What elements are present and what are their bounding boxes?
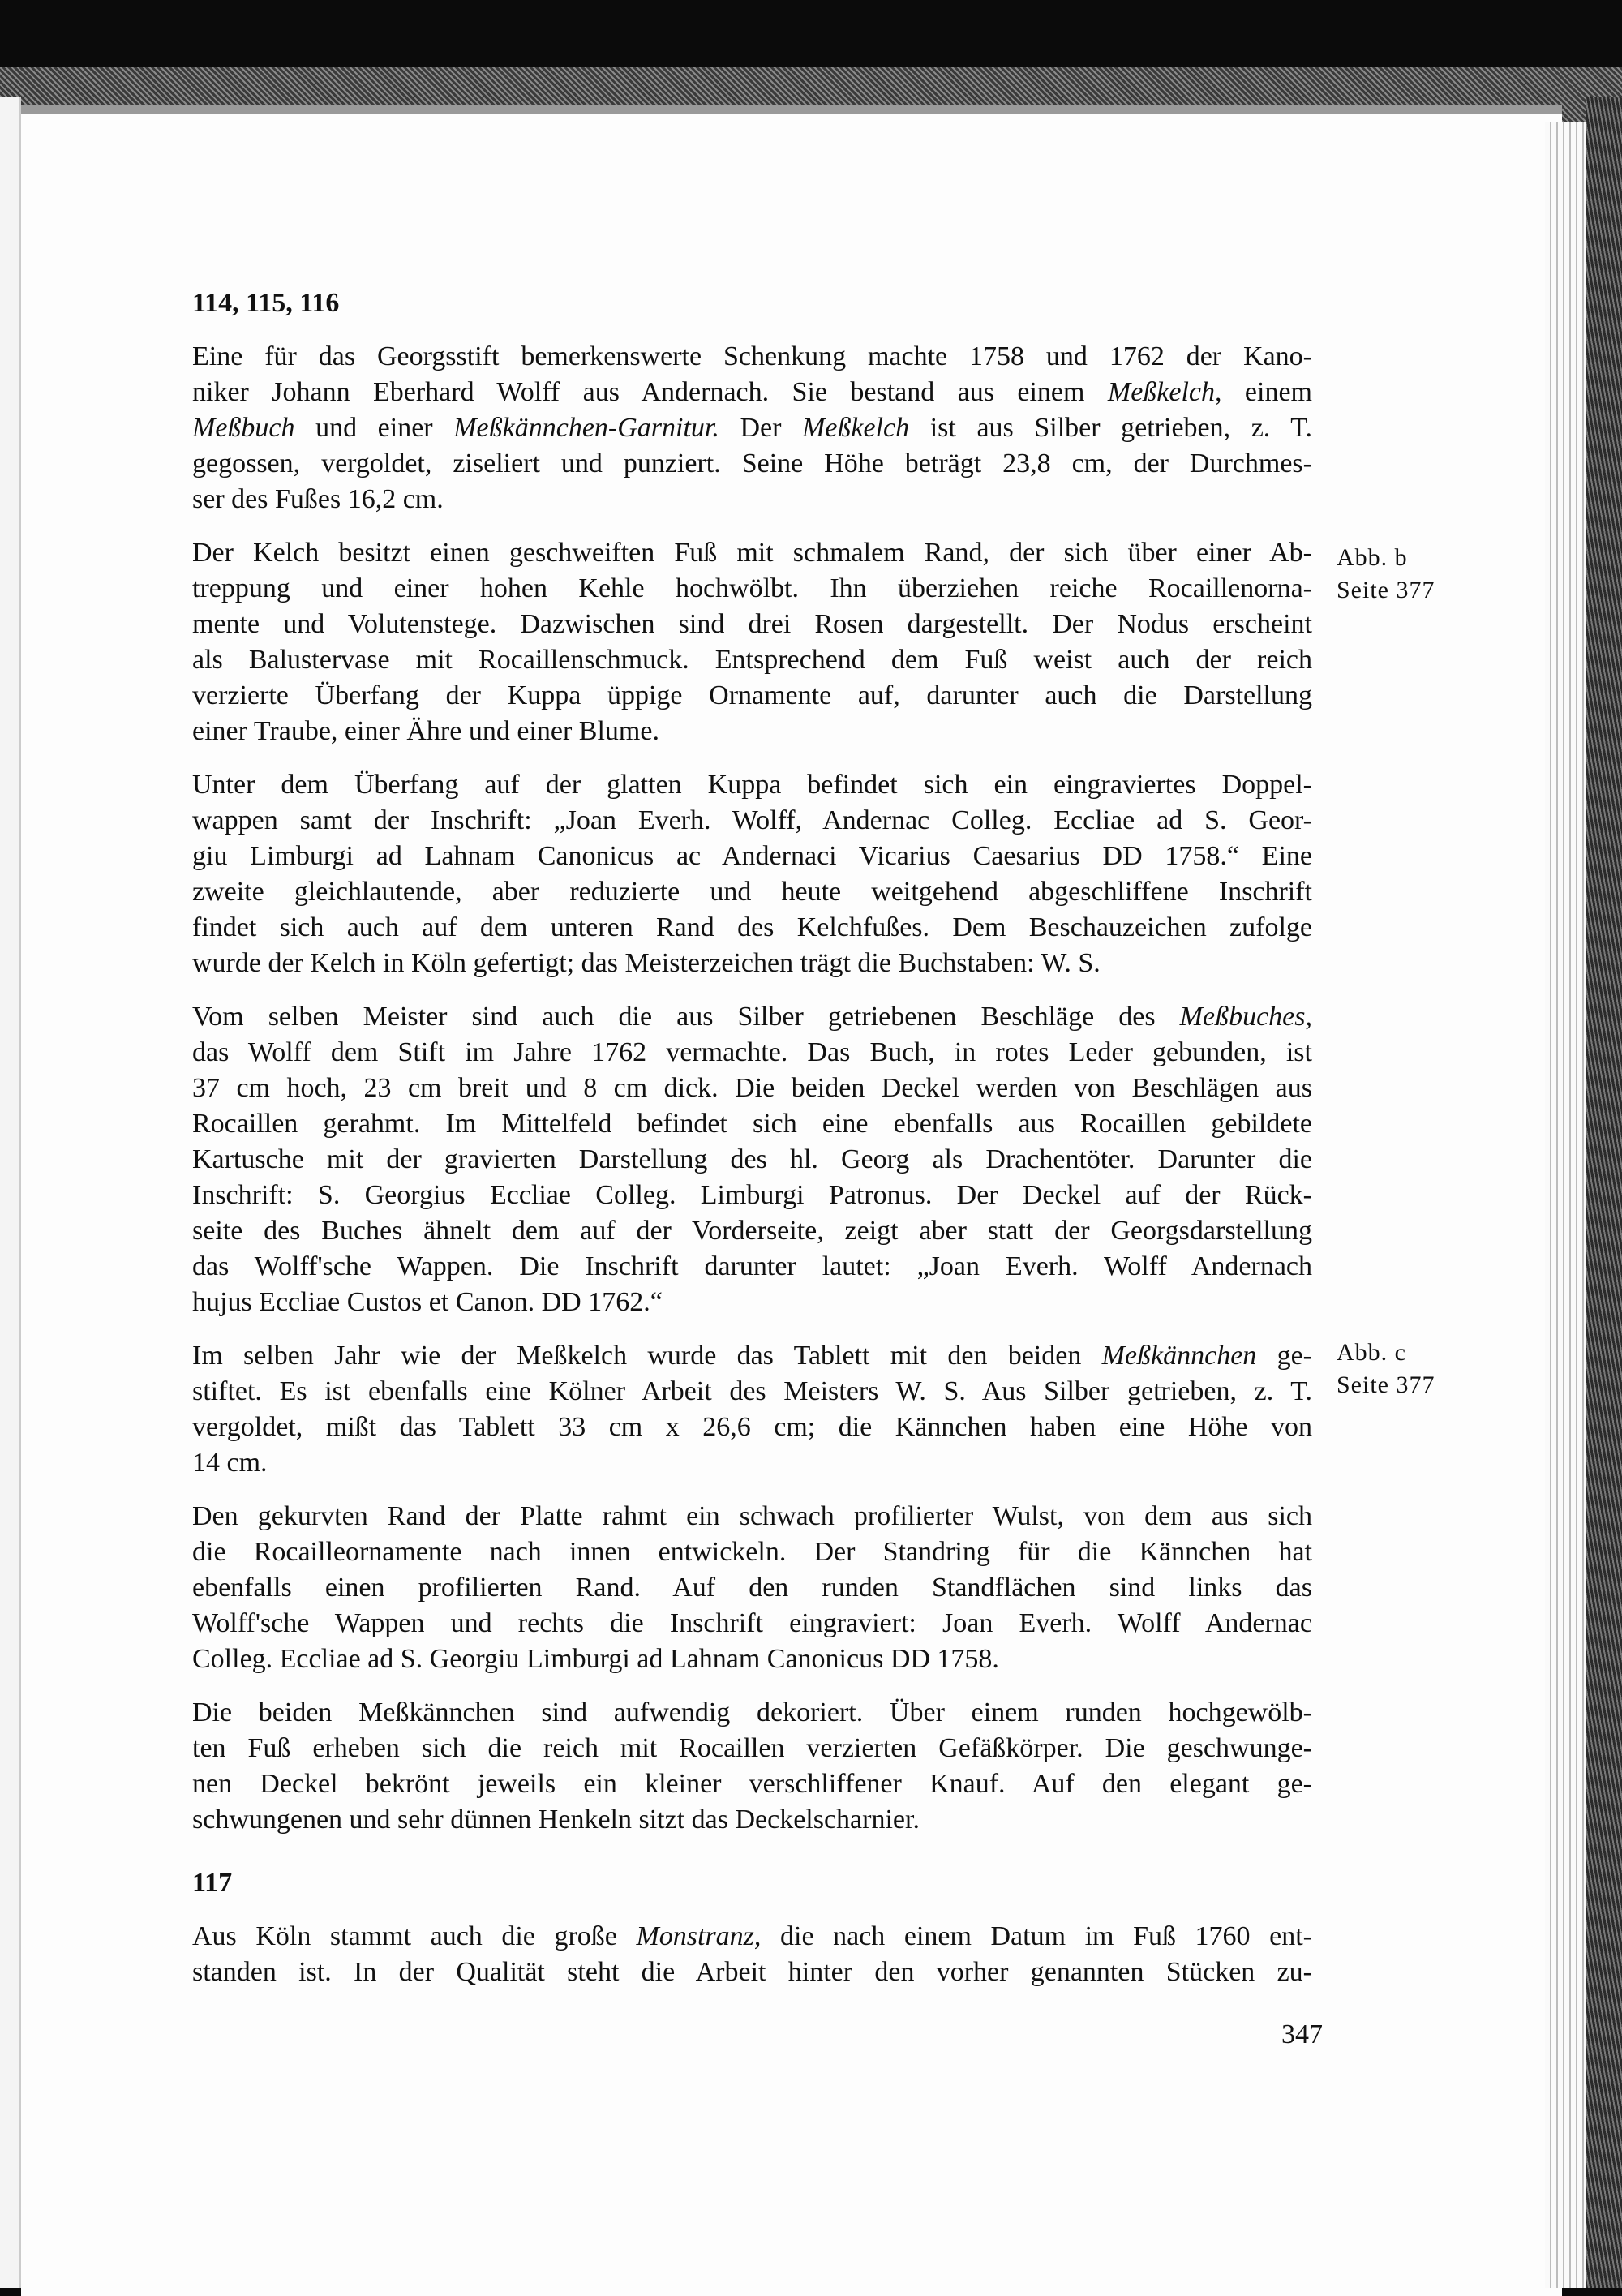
margin-note-label: Abb. b [1337, 544, 1408, 571]
text-line [192, 999, 1312, 1035]
text-segment: ist aus Silber getrieben, z. T. [909, 413, 1313, 443]
text-segment: die Rocailleornamente nach innen entwickeln. Der Standring für die Kännchen hat [192, 1537, 1312, 1567]
text-line [192, 910, 1312, 946]
text-line [192, 839, 1312, 874]
italic-term: Meßkelch, [1107, 377, 1222, 407]
margin-note-abb-b [1337, 542, 1435, 607]
text-line [192, 446, 1312, 482]
text-line [192, 767, 1312, 803]
text-segment: Der Kelch besitzt einen geschweiften Fuß mit schmalem Rand, der sich über einer Ab- [192, 538, 1312, 568]
text-line [192, 1499, 1312, 1534]
italic-term: Meßkelch [802, 413, 910, 443]
text-segment: Colleg. Eccliae ad S. Georgiu Limburgi ad Lahnam Canonicus DD 1758. [192, 1644, 999, 1674]
text-segment: als Balustervase mit Rocaillenschmuck. Entsprechend dem Fuß weist auch der reich [192, 645, 1312, 675]
text-segment: vergoldet, mißt das Tablett 33 cm x 26,6 cm; die Kännchen haben eine Höhe von [192, 1412, 1312, 1442]
paragraph [192, 1919, 1312, 1990]
text-line [192, 1410, 1312, 1445]
paragraph [192, 999, 1312, 1320]
text-line [192, 1445, 1312, 1481]
margin-note-abb-c [1337, 1337, 1435, 1401]
facing-page-edge [0, 97, 21, 2288]
page-edges [1545, 122, 1586, 2288]
text-line [192, 642, 1312, 678]
text-segment: Unter dem Überfang auf der glatten Kuppa befindet sich ein eingraviertes Doppel- [192, 770, 1312, 800]
text-segment: gegossen, vergoldet, ziseliert und punziert. Seine Höhe beträgt 23,8 cm, der Durchmes- [192, 448, 1312, 479]
text-segment: seite des Buches ähnelt dem auf der Vorderseite, zeigt aber statt der Georgsdarstellung [192, 1216, 1312, 1246]
text-line [192, 1071, 1312, 1106]
text-line [192, 1642, 1312, 1677]
text-segment: Die beiden Meßkännchen sind aufwendig dekoriert. Über einem runden hochgewölb- [192, 1697, 1312, 1727]
text-segment: Vom selben Meister sind auch die aus Silber getriebenen Beschläge des [192, 1002, 1180, 1032]
text-segment: findet sich auch auf dem unteren Rand des Kelchfußes. Dem Beschauzeichen zufolge [192, 912, 1312, 942]
text-segment: das Wolff dem Stift im Jahre 1762 vermachte. Das Buch, in rotes Leder gebunden, ist [192, 1037, 1312, 1067]
text-segment: schwungenen und sehr dünnen Henkeln sitzt das Deckelscharnier. [192, 1805, 920, 1835]
text-segment: niker Johann Eberhard Wolff aus Andernach. Sie bestand aus einem [192, 377, 1108, 407]
italic-term: Meßbuch [192, 413, 295, 443]
text-line [192, 571, 1312, 607]
text-line [192, 1570, 1312, 1606]
italic-term: Meßkännchen-Garnitur. [453, 413, 719, 443]
text-segment: Der [719, 413, 803, 443]
text-segment: giu Limburgi ad Lahnam Canonicus ac Andernaci Vicarius Caesarius DD 1758.“ Eine [192, 841, 1312, 871]
page-number: 347 [1281, 2019, 1323, 2049]
text-segment: treppung und einer hohen Kehle hochwölbt. Ihn überziehen reiche Rocaillenorna- [192, 573, 1312, 603]
text-line [192, 1766, 1312, 1802]
text-line [192, 1106, 1312, 1142]
margin-note-page: Seite 377 [1337, 577, 1435, 603]
book-cover-right [1586, 97, 1622, 2288]
text-line [192, 678, 1312, 714]
text-segment: einer Traube, einer Ähre und einer Blume. [192, 716, 659, 746]
italic-term: Monstranz, [636, 1921, 762, 1951]
text-segment: die nach einem Datum im Fuß 1760 ent- [761, 1921, 1312, 1951]
text-line [192, 1178, 1312, 1213]
text-line [192, 1731, 1312, 1766]
text-segment: ebenfalls einen profilierten Rand. Auf den runden Standflächen sind links das [192, 1573, 1312, 1603]
text-line [192, 946, 1312, 981]
text-line [192, 339, 1312, 375]
text-line [192, 714, 1312, 749]
text-segment: Wolff'sche Wappen und rechts die Inschrift eingraviert: Joan Everh. Wolff Andernac [192, 1608, 1312, 1638]
text-segment: stiftet. Es ist ebenfalls eine Kölner Arbeit des Meisters W. S. Aus Silber getrieben, z. T. [192, 1376, 1312, 1406]
text-line [192, 1955, 1312, 1990]
text-line [192, 535, 1312, 571]
text-segment: Inschrift: S. Georgius Eccliae Colleg. Limburgi Patronus. Der Deckel auf der Rück- [192, 1180, 1312, 1210]
text-segment: das Wolff'sche Wappen. Die Inschrift darunter lautet: „Joan Everh. Wolff Andernach [192, 1251, 1312, 1281]
text-segment: wappen samt der Inschrift: „Joan Everh. Wolff, Andernac Colleg. Eccliae ad S. Geor- [192, 805, 1312, 835]
italic-term: Meßbuches, [1179, 1002, 1312, 1032]
text-line [192, 1213, 1312, 1249]
text-segment: einem [1221, 377, 1312, 407]
text-line [192, 1919, 1312, 1955]
text-segment: standen ist. In der Qualität steht die Arbeit hinter den vorher genannten Stücken zu- [192, 1957, 1312, 1987]
text-segment: ten Fuß erheben sich die reich mit Rocaillen verzierten Gefäßkörper. Die geschwunge- [192, 1733, 1312, 1763]
text-line [192, 1249, 1312, 1285]
text-segment: wurde der Kelch in Köln gefertigt; das Meisterzeichen trägt die Buchstaben: W. S. [192, 948, 1101, 978]
text-segment: mente und Volutenstege. Dazwischen sind drei Rosen dargestellt. Der Nodus erscheint [192, 609, 1312, 639]
text-segment: verzierte Überfang der Kuppa üppige Ornamente auf, darunter auch die Darstellung [192, 680, 1312, 710]
text-line [192, 482, 1312, 517]
body-text [192, 285, 1312, 2008]
text-line [192, 375, 1312, 410]
text-segment: Kartusche mit der gravierten Darstellung des hl. Georg als Drachentöter. Darunter die [192, 1144, 1312, 1174]
margin-note-label: Abb. c [1337, 1339, 1406, 1366]
text-segment: Den gekurvten Rand der Platte rahmt ein schwach profilierter Wulst, von dem aus sich [192, 1501, 1312, 1531]
text-line [192, 1534, 1312, 1570]
text-segment: Aus Köln stammt auch die große [192, 1921, 637, 1951]
text-segment: Eine für das Georgsstift bemerkenswerte Schenkung machte 1758 und 1762 der Kano- [192, 341, 1312, 371]
paragraph [192, 1499, 1312, 1677]
text-segment: ser des Fußes 16,2 cm. [192, 484, 444, 514]
text-line [192, 1695, 1312, 1731]
paragraph [192, 1695, 1312, 1838]
text-line [192, 1802, 1312, 1838]
margin-note-page: Seite 377 [1337, 1371, 1435, 1398]
text-segment: 37 cm hoch, 23 cm breit und 8 cm dick. Die beiden Deckel werden von Beschlägen aus [192, 1073, 1312, 1103]
text-segment: 14 cm. [192, 1448, 268, 1478]
text-line [192, 1035, 1312, 1071]
section-heading: 114, 115, 116 [192, 288, 340, 318]
italic-term: Meßkännchen [1101, 1341, 1257, 1371]
text-line [192, 1338, 1312, 1374]
text-segment: ge- [1256, 1341, 1312, 1371]
paragraph [192, 767, 1312, 981]
text-line [192, 1142, 1312, 1178]
text-line [192, 803, 1312, 839]
text-line [192, 1606, 1312, 1642]
text-segment: Im selben Jahr wie der Meßkelch wurde das Tablett mit den beiden [192, 1341, 1102, 1371]
paragraph [192, 1338, 1312, 1481]
paragraph [192, 339, 1312, 517]
text-line [192, 607, 1312, 642]
text-segment: hujus Eccliae Custos et Canon. DD 1762.“ [192, 1287, 663, 1317]
text-segment: nen Deckel bekrönt jeweils ein kleiner verschliffener Knauf. Auf den elegant ge- [192, 1769, 1312, 1799]
text-line [192, 410, 1312, 446]
paragraph [192, 535, 1312, 749]
text-segment: und einer [294, 413, 454, 443]
text-line [192, 874, 1312, 910]
text-line [192, 1285, 1312, 1320]
text-line [192, 1374, 1312, 1410]
text-segment: zweite gleichlautende, aber reduzierte und heute weitgehend abgeschliffene Inschrift [192, 877, 1312, 907]
text-segment: Rocaillen gerahmt. Im Mittelfeld befindet sich eine ebenfalls aus Rocaillen gebildete [192, 1109, 1312, 1139]
section-heading: 117 [192, 1868, 233, 1898]
